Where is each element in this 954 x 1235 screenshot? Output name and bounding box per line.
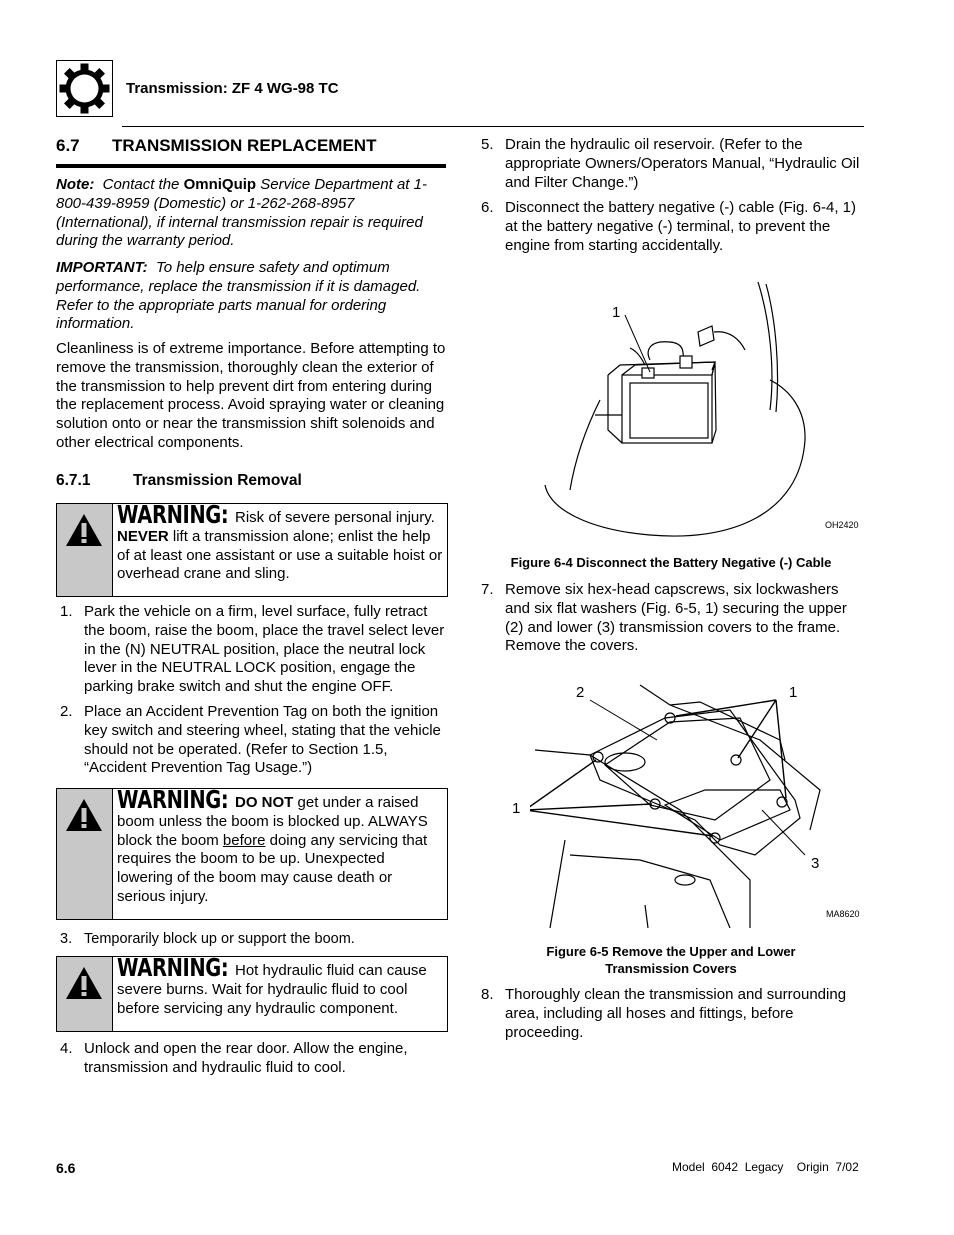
footer-model: Model 6042 Legacy Origin 7/02 xyxy=(672,1160,859,1174)
subsection-heading xyxy=(56,472,446,490)
warning-label: WARNING: xyxy=(117,500,229,529)
important-text: To help ensure safety and optimum performance, replace the transmission if it is damaged. Refer to the appropriate parts manual for ordering information. xyxy=(56,259,421,333)
note-label: Note: xyxy=(56,176,95,193)
step-number: 1. xyxy=(60,603,73,620)
figure-6-5-callout-lower: 3 xyxy=(811,855,820,872)
warning-text: get under a raised boom unless the boom is blocked up. ALWAYS block the boom xyxy=(117,794,428,849)
figure-6-5-caption xyxy=(477,943,865,977)
list-item xyxy=(56,703,446,778)
warning-bold: DO NOT xyxy=(235,794,294,811)
warning-label: WARNING: xyxy=(117,785,229,814)
cleanliness-text: Cleanliness is of extreme importance. Before attempting to remove the transmission, thoroughly clean the exterior of the transmission to help prevent dirt from entering during the replacement process. Avoid spraying water or cleaning solution onto or near the transmission shift solenoids and other electrical components. xyxy=(56,340,446,451)
warning-bold: NEVER xyxy=(117,527,169,545)
figure-6-5-illustration xyxy=(530,680,865,928)
step-text: Thoroughly clean the transmission and surrounding area, including all hoses and fittings, before proceeding. xyxy=(505,986,847,1041)
figure-6-4-illustration xyxy=(530,280,865,545)
figure-6-5-callout-hardware-lower: 1 xyxy=(512,800,521,817)
warning-text: lift a transmission alone; enlist the help of at least one assistant or use a suitable hoist or overhead crane and sling. xyxy=(117,527,443,583)
page-header-title: Transmission: ZF 4 WG-98 TC xyxy=(126,80,339,97)
step-text: Place an Accident Prevention Tag on both the ignition key switch and steering wheel, stating that the vehicle should not be operated. (Refer to Section 1.5, “Accident Prevention Tag Usage.”) xyxy=(84,702,441,777)
figure-6-4-callout: 1 xyxy=(612,304,621,321)
subsection-title: Transmission Removal xyxy=(133,472,302,489)
step-number: 5. xyxy=(481,136,494,153)
steps-5-6 xyxy=(477,136,865,256)
cleanliness-paragraph xyxy=(56,340,446,453)
warning-box-3 xyxy=(56,953,448,1032)
important-paragraph xyxy=(56,259,446,334)
step-number: 2. xyxy=(60,702,73,720)
list-item xyxy=(56,603,446,697)
step-number: 7. xyxy=(481,581,494,598)
step-number: 3. xyxy=(60,931,73,947)
list-item xyxy=(56,930,446,949)
figure-6-4-id: OH2420 xyxy=(825,520,859,530)
gear-icon xyxy=(56,60,113,117)
note-company: OmniQuip xyxy=(183,176,257,193)
steps-1-2 xyxy=(56,603,446,778)
step-7 xyxy=(477,581,865,656)
note-text-post: Service Department at 1-800-439-8959 (Domestic) or 1-262-268-8957 (International), if internal transmission repair is required during the warranty period. xyxy=(56,176,427,250)
section-heading xyxy=(56,136,446,168)
section-title: TRANSMISSION REPLACEMENT xyxy=(112,136,377,155)
section-rule xyxy=(56,164,446,168)
warning-text: doing any servicing that requires the boom to be up. Unexpected lowering of the boom may cause death or serious injury. xyxy=(117,831,428,905)
step-8 xyxy=(477,986,865,1042)
step-text: Temporarily block up or support the boom. xyxy=(84,931,355,947)
warning-text: Hot hydraulic fluid can cause severe burns. Wait for hydraulic fluid to cool before servicing any hydraulic component. xyxy=(117,962,427,1017)
step-text: Unlock and open the rear door. Allow the engine, transmission and hydraulic fluid to cool. xyxy=(84,1040,408,1076)
list-item xyxy=(56,1040,446,1078)
warning-box-1 xyxy=(56,500,448,597)
figure-6-5-caption-line2: Transmission Covers xyxy=(605,961,737,976)
header-rule xyxy=(122,126,864,127)
step-text: Disconnect the battery negative (-) cable (Fig. 6-4, 1) at the battery negative (-) terminal, to prevent the engine from starting accidentally. xyxy=(505,199,856,254)
subsection-number: 6.7.1 xyxy=(56,472,91,489)
step-number: 6. xyxy=(481,199,494,217)
step-text: Remove six hex-head capscrews, six lockwashers and six flat washers (Fig. 6-5, 1) securing the upper (2) and lower (3) transmission covers to the frame. Remove the covers. xyxy=(505,581,847,655)
warning-text: Risk of severe personal injury. xyxy=(235,509,435,526)
list-item xyxy=(477,136,865,192)
step-text: Park the vehicle on a firm, level surface, fully retract the boom, raise the boom, place the travel select lever in the (N) NEUTRAL position, place the neutral lock lever in the NEUTRAL LOCK position, engage the parking brake switch and shut the engine OFF. xyxy=(84,603,445,696)
figure-6-5-callout-upper: 2 xyxy=(576,684,585,701)
step-number: 8. xyxy=(481,986,494,1003)
figure-6-4-caption: Figure 6-4 Disconnect the Battery Negative (-) Cable xyxy=(510,555,832,570)
warning-triangle-icon xyxy=(57,504,113,596)
note-text-pre: Contact the xyxy=(102,176,180,193)
warning-triangle-icon xyxy=(57,789,113,919)
list-item xyxy=(477,199,865,255)
warning-label: WARNING: xyxy=(117,953,229,982)
warning-triangle-icon xyxy=(57,957,113,1031)
warning-box-2 xyxy=(56,785,448,920)
important-label: IMPORTANT: xyxy=(56,259,148,276)
section-number: 6.7 xyxy=(56,136,80,155)
step-number: 4. xyxy=(60,1040,73,1057)
warning-underline: before xyxy=(222,831,266,849)
figure-6-5-id: MA8620 xyxy=(826,909,860,919)
step-3 xyxy=(56,930,446,949)
step-4 xyxy=(56,1040,446,1078)
figure-6-5-callout-hardware-upper: 1 xyxy=(789,684,798,701)
figure-6-5-caption-line1: Figure 6-5 Remove the Upper and Lower xyxy=(546,944,796,959)
page-number: 6.6 xyxy=(56,1160,76,1176)
step-text: Drain the hydraulic oil reservoir. (Refer to the appropriate Owners/Operators Manual, “Hydraulic Oil and Filter Change.”) xyxy=(505,136,860,191)
note-paragraph xyxy=(56,176,446,251)
list-item xyxy=(477,986,865,1042)
list-item xyxy=(477,581,865,656)
